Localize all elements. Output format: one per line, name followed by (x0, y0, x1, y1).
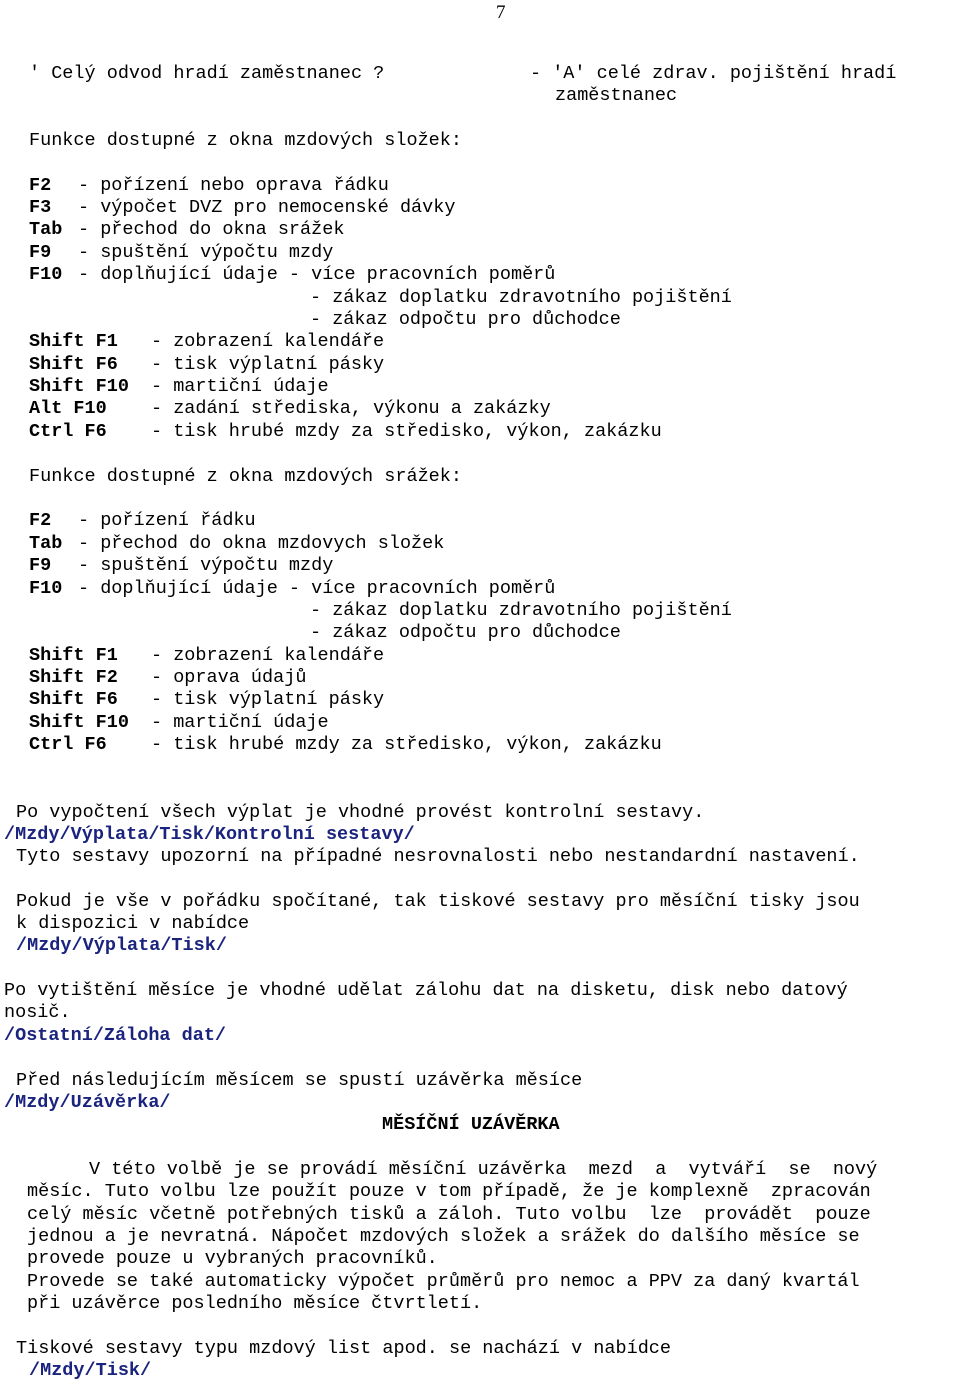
menu-path: /Mzdy/Výplata/Tisk/Kontrolní sestavy/ (4, 824, 415, 845)
shortcut-key: Shift F6 (29, 689, 118, 710)
shortcut-desc: - přechod do okna mzdovych složek (78, 533, 445, 554)
paragraph-text: Po vypočtení všech výplat je vhodné provést kontrolní sestavy. (16, 802, 705, 823)
shortcut-key: F2 (29, 175, 52, 196)
shortcut-desc: - zadání střediska, výkonu a zakázky (151, 398, 551, 419)
shortcut-desc-cont: - zákaz doplatku zdravotního pojištění (310, 600, 732, 621)
menu-path: /Mzdy/Výplata/Tisk/ (16, 935, 227, 956)
shortcut-desc: - doplňující údaje - více pracovních poměrů (78, 578, 556, 599)
paragraph-text: Tyto sestavy upozorní na případné nesrovnalosti nebo nestandardní nastavení. (16, 846, 860, 867)
shortcut-desc: - přechod do okna srážek (78, 219, 345, 240)
shortcut-key: Ctrl F6 (29, 421, 107, 442)
section-heading: Funkce dostupné z okna mzdových složek: (29, 130, 462, 151)
page-number: 7 (496, 2, 506, 23)
shortcut-key: F2 (29, 510, 52, 531)
shortcut-desc: - tisk hrubé mzdy za středisko, výkon, zakázku (151, 734, 662, 755)
shortcut-key: Shift F1 (29, 645, 118, 666)
shortcut-desc-cont: - zákaz odpočtu pro důchodce (310, 622, 621, 643)
shortcut-desc: - pořízení řádku (78, 510, 256, 531)
section-title: MĚSÍČNÍ UZÁVĚRKA (382, 1114, 560, 1135)
shortcut-key: F10 (29, 264, 63, 285)
shortcut-key: F9 (29, 242, 52, 263)
paragraph-text: nosič. (4, 1002, 71, 1023)
shortcut-key: F10 (29, 578, 63, 599)
shortcut-key: Alt F10 (29, 398, 107, 419)
question-text: ' Celý odvod hradí zaměstnanec ? (29, 63, 385, 84)
menu-path: /Mzdy/Uzávěrka/ (4, 1092, 171, 1113)
shortcut-desc: - tisk výplatní pásky (151, 689, 385, 710)
shortcut-desc: - pořízení nebo oprava řádku (78, 175, 389, 196)
paragraph-text: Tiskové sestavy typu mzdový list apod. se nachází v nabídce (16, 1338, 672, 1359)
shortcut-key: F3 (29, 197, 52, 218)
shortcut-desc: - zobrazení kalendáře (151, 645, 385, 666)
shortcut-key: Shift F10 (29, 376, 129, 397)
shortcut-desc: - martiční údaje (151, 712, 329, 733)
shortcut-desc-cont: - zákaz odpočtu pro důchodce (310, 309, 621, 330)
shortcut-key: Shift F6 (29, 354, 118, 375)
shortcut-desc: - spuštění výpočtu mzdy (78, 242, 334, 263)
shortcut-desc: - zobrazení kalendáře (151, 331, 385, 352)
shortcut-desc: - oprava údajů (151, 667, 307, 688)
shortcut-key: F9 (29, 555, 52, 576)
paragraph-text: celý měsíc včetně potřebných tisků a záloh. Tuto volbu lze provádět pouze (27, 1204, 871, 1225)
paragraph-text: jednou a je nevratná. Nápočet mzdových složek a srážek do dalšího měsíce se (27, 1226, 860, 1247)
paragraph-text: Po vytištění měsíce je vhodné udělat zálohu dat na disketu, disk nebo datový (4, 980, 848, 1001)
shortcut-desc: - martiční údaje (151, 376, 329, 397)
shortcut-desc-cont: - zákaz doplatku zdravotního pojištění (310, 287, 732, 308)
paragraph-text: V této volbě je se provádí měsíční uzávěrka mezd a vytváří se nový (89, 1159, 878, 1180)
shortcut-key: Ctrl F6 (29, 734, 107, 755)
section-heading: Funkce dostupné z okna mzdových srážek: (29, 466, 462, 487)
menu-path: /Ostatní/Záloha dat/ (4, 1025, 227, 1046)
menu-path: /Mzdy/Tisk/ (29, 1360, 152, 1381)
paragraph-text: Pokud je vše v pořádku spočítané, tak tiskové sestavy pro měsíční tisky jsou (16, 891, 860, 912)
paragraph-text: při uzávěrce posledního měsíce čtvrtletí. (27, 1293, 483, 1314)
answer-text: - 'A' celé zdrav. pojištění hradí (530, 63, 897, 84)
paragraph-text: Před následujícím měsícem se spustí uzávěrka měsíce (16, 1070, 583, 1091)
paragraph-text: k dispozici v nabídce (16, 913, 250, 934)
shortcut-desc: - výpočet DVZ pro nemocenské dávky (78, 197, 456, 218)
answer-text-cont: zaměstnanec (555, 85, 678, 106)
shortcut-desc: - doplňující údaje - více pracovních poměrů (78, 264, 556, 285)
shortcut-desc: - tisk hrubé mzdy za středisko, výkon, zakázku (151, 421, 662, 442)
paragraph-text: Provede se také automaticky výpočet průměrů pro nemoc a PPV za daný kvartál (27, 1271, 860, 1292)
shortcut-key: Shift F10 (29, 712, 129, 733)
shortcut-key: Tab (29, 533, 63, 554)
shortcut-key: Tab (29, 219, 63, 240)
paragraph-text: měsíc. Tuto volbu lze použít pouze v tom případě, že je komplexně zpracován (27, 1181, 871, 1202)
shortcut-desc: - spuštění výpočtu mzdy (78, 555, 334, 576)
paragraph-text: provede pouze u vybraných pracovníků. (27, 1248, 438, 1269)
shortcut-key: Shift F1 (29, 331, 118, 352)
shortcut-key: Shift F2 (29, 667, 118, 688)
shortcut-desc: - tisk výplatní pásky (151, 354, 385, 375)
